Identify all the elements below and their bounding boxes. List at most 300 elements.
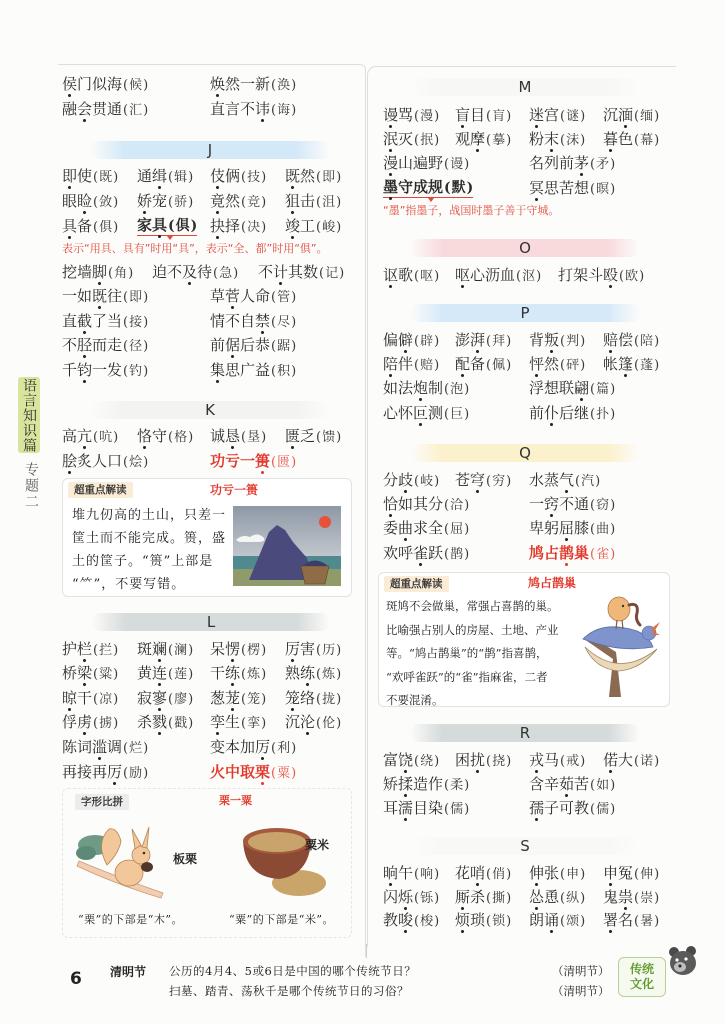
word-row [383, 328, 673, 352]
emphasized-char: 扰 [470, 751, 486, 769]
emphasized-char: 诵 [544, 911, 560, 929]
confusable-char: ( 伦 ) [315, 716, 341, 731]
word-entry [258, 260, 344, 287]
emphasized-char: 怂 [529, 887, 545, 906]
text-line: 不要混淆。 [386, 693, 444, 707]
word-row [383, 862, 673, 886]
word-entry [558, 263, 644, 289]
emphasized-char: 恪 [137, 426, 153, 445]
emphasized-char: 仆 [544, 403, 560, 422]
word-text: 浮想联 [529, 379, 575, 398]
confusable-char: ( 汇 ) [122, 103, 148, 118]
word-entry [285, 189, 341, 215]
word-row [383, 909, 673, 933]
confusable-char: ( 如 ) [589, 778, 615, 793]
emphasized-char: 屈 [559, 519, 575, 538]
confusable-char: ( 烂 ) [122, 741, 148, 756]
confusable-char: ( 暝 ) [589, 182, 615, 197]
word-entry [455, 103, 511, 129]
confusable-char: ( 蓬 ) [633, 358, 659, 373]
emphasized-char: 翩 [574, 379, 590, 398]
confusable-char: ( 技 ) [240, 170, 266, 185]
word-entry [455, 352, 511, 378]
word-entry [137, 661, 193, 688]
emphasized-char: 练 [225, 664, 241, 683]
confusable-char: ( 默 ) [443, 180, 473, 196]
word-text: 击 [300, 191, 316, 210]
word-entry [529, 909, 585, 934]
confusable-char: ( 谜 ) [559, 109, 585, 124]
word-entry [603, 103, 659, 129]
confusable-char: ( 径 ) [122, 339, 148, 354]
word-entry [62, 358, 148, 385]
word-text: 苦 [574, 775, 590, 793]
word-row [62, 260, 362, 285]
confusable-char: ( 拜 ) [485, 334, 511, 349]
confusable-char: ( 儒 ) [443, 802, 469, 817]
section-header-k [90, 401, 330, 419]
glyph-compare-tag: 字形比拼 [75, 794, 129, 810]
word-text: 巢 [574, 543, 590, 562]
confusable-char: ( 摹 ) [485, 133, 511, 148]
confusable-char: ( 伸 ) [633, 867, 659, 882]
word-row [383, 151, 673, 175]
chestnut-label: 板栗 [173, 852, 198, 866]
word-text: 直言不 [210, 99, 256, 118]
word-list-r [383, 748, 673, 820]
word-entry [529, 541, 615, 567]
word-entry [383, 376, 469, 402]
word-text: 备 [470, 355, 486, 374]
emphasized-char: 伸 [529, 864, 545, 882]
confusable-char: ( 雀 ) [589, 547, 615, 562]
emphasized-char: 鹊 [559, 543, 575, 562]
side-section-label: 语言知识篇 [21, 377, 37, 453]
word-text: 子可教 [544, 799, 590, 817]
emphasized-char: 竣 [285, 216, 301, 235]
confusable-char: ( 洽 ) [443, 498, 469, 513]
word-list-p [383, 328, 673, 425]
section-letter: M [518, 78, 532, 96]
word-text: 打架斗 [558, 266, 604, 284]
confusable-char: ( 竞 ) [240, 195, 266, 210]
confusable-char: ( 炼 ) [315, 667, 341, 682]
word-entry [62, 661, 118, 688]
word-entry [210, 661, 266, 688]
word-entry [210, 424, 266, 450]
word-list-o [383, 263, 673, 287]
confusable-char: ( 巨 ) [443, 407, 469, 422]
word-entry [603, 862, 659, 887]
emphasized-char: 焕 [210, 74, 226, 93]
confusable-char: ( 辑 ) [167, 170, 193, 185]
word-entry [285, 424, 341, 450]
text-line: “欢呼雀跃”的“雀”指麻雀，二者 [386, 669, 548, 684]
word-text: 制 [428, 379, 444, 398]
word-text: 融 [62, 99, 78, 118]
word-entry [603, 909, 659, 934]
confusable-char: ( 申 ) [559, 867, 585, 882]
emphasized-char: 既 [92, 287, 108, 306]
confusable-char: ( 拦 ) [92, 643, 118, 658]
emphasized-char: 陪 [383, 355, 399, 374]
confusable-char: ( 粟 ) [270, 766, 296, 781]
word-entry [455, 263, 541, 289]
word-text: 名列前 [529, 154, 575, 173]
word-text: 杀 [470, 887, 486, 906]
word-entry [529, 127, 585, 153]
word-text: 含辛 [529, 775, 560, 793]
emphasized-char: 曲 [398, 519, 414, 538]
confusable-char: ( 欧 ) [618, 269, 644, 284]
word-text: 后继 [559, 403, 590, 422]
word-text: 干 [210, 664, 226, 683]
word-entry [62, 97, 148, 123]
emphasized-char: 厉 [285, 639, 301, 658]
confusable-char: ( 漫 ) [413, 109, 439, 124]
confusable-char: ( 俱 ) [92, 220, 118, 235]
emphasized-char: 暮 [603, 130, 619, 149]
word-list-j [62, 164, 362, 239]
word-text: 不通 [559, 495, 590, 514]
word-row [62, 214, 362, 239]
word-text: 俘 [62, 713, 78, 732]
word-text: 家 [137, 216, 153, 234]
word-list-s [383, 862, 673, 933]
emphasized-char: 厉 [107, 762, 123, 781]
emphasized-char: 揉 [398, 775, 414, 793]
word-text: 富 [383, 751, 399, 769]
word-text: 沉 [285, 713, 301, 732]
word-entry [455, 328, 511, 354]
emphasized-char: 泯 [383, 130, 399, 149]
confusable-char: ( 岐 ) [413, 474, 439, 489]
confusable-char: ( 既 ) [92, 170, 118, 185]
word-entry [62, 164, 118, 190]
word-text: 再接再 [62, 762, 108, 781]
word-entry [529, 492, 615, 518]
emphasized-char: 狙 [285, 191, 301, 210]
key-explanation-tag: 超重点解读 [68, 482, 133, 498]
confusable-char: ( 吭 ) [92, 430, 118, 445]
word-entry [210, 309, 296, 336]
confusable-char: ( 馈 ) [315, 430, 341, 445]
emphasized-char: 怦 [529, 355, 545, 374]
bowl-of-millet [239, 819, 330, 899]
word-entry [383, 179, 473, 198]
word-row [383, 796, 673, 820]
side-topic-label: 专题二 [23, 462, 39, 510]
emphasized-char: 湎 [618, 105, 634, 124]
emphasized-char: 僻 [398, 330, 414, 349]
word-text: 心沥血 [470, 266, 516, 284]
word-entry [383, 151, 469, 177]
confusable-char: ( 诺 ) [633, 754, 659, 769]
emphasized-char: 赔 [603, 330, 619, 349]
word-entry [383, 468, 439, 494]
confusable-char: ( 廖 ) [167, 692, 193, 707]
confusable-char: ( 扑 ) [589, 407, 615, 422]
word-text: 思广益 [225, 360, 271, 379]
word-text: 歌 [398, 266, 414, 284]
confusable-char: ( 钓 ) [122, 364, 148, 379]
section-letter: S [520, 837, 530, 855]
emphasized-char: 茹 [559, 775, 575, 793]
confusable-char: ( 汽 ) [574, 474, 600, 489]
word-text: 然 [544, 355, 560, 374]
word-entry [62, 333, 148, 360]
word-entry [383, 796, 469, 822]
word-text: 通 [137, 166, 153, 185]
mountain-basket-illustration [233, 506, 341, 586]
word-row [383, 176, 673, 200]
word-entry [152, 260, 238, 287]
confusable-char: ( 骄 ) [167, 195, 193, 210]
word-text: 而走 [92, 336, 123, 355]
emphasized-char: 脚 [92, 262, 108, 281]
word-text: 迫不 [152, 262, 183, 281]
emphasized-char: 禁 [255, 311, 271, 330]
word-text: 人命 [240, 287, 271, 306]
word-text: 鬼 [603, 887, 619, 906]
confusable-char: ( 暑 ) [633, 914, 659, 929]
word-entry [603, 748, 659, 774]
word-text: 备 [77, 216, 93, 235]
word-row [62, 72, 362, 97]
word-row [383, 401, 673, 425]
word-entry [455, 468, 511, 494]
word-entry [455, 748, 511, 774]
word-text: 目染 [413, 799, 444, 817]
confusable-char: ( 篇 ) [589, 382, 615, 397]
confusable-char: ( 挠 ) [485, 754, 511, 769]
section-letter: K [205, 401, 215, 419]
confusable-char: ( 佩 ) [485, 358, 511, 373]
confusable-char: ( 戒 ) [559, 754, 585, 769]
emphasized-char: 篷 [618, 355, 634, 374]
word-entry [137, 637, 193, 664]
word-entry [529, 862, 585, 887]
section-header-p [410, 304, 640, 322]
word-text: 偏 [383, 330, 399, 349]
word-row [62, 735, 362, 760]
word-row [62, 686, 362, 711]
word-text: 草 [210, 287, 226, 306]
word-text: 桥 [62, 664, 78, 683]
word-text: 后恭 [240, 336, 271, 355]
emphasized-char: 胫 [77, 336, 93, 355]
word-text: 思苦想 [544, 178, 590, 197]
emphasized-char: 茏 [225, 688, 241, 707]
word-text: 马 [544, 751, 560, 769]
confusable-char: ( 澜 ) [167, 643, 193, 658]
confusable-char: ( 尽 ) [270, 315, 296, 330]
box-title: 功亏一篑 [210, 483, 259, 497]
word-text: 了当 [92, 311, 123, 330]
confusable-char: ( 窃 ) [589, 498, 615, 513]
word-text: 守 [152, 426, 168, 445]
word-text: 然 [300, 166, 316, 185]
word-row [383, 748, 673, 772]
emphasized-char: 倨 [225, 336, 241, 355]
confusable-char: ( 记 ) [318, 266, 344, 281]
word-row [62, 333, 362, 358]
text-line: 土的筐子。“篑”上部是 [72, 554, 214, 569]
word-entry [603, 328, 659, 354]
word-entry [529, 376, 615, 402]
confusable-char: ( 俱 ) [167, 218, 197, 234]
section-header-r [410, 724, 640, 742]
emphasized-char: 滥 [92, 738, 108, 757]
emphasized-char: 讴 [383, 266, 399, 284]
section-letter: Q [519, 444, 531, 462]
section-header-o [410, 239, 640, 257]
word-list-l [62, 637, 362, 785]
glyph-compare-box [62, 788, 352, 938]
emphasized-char: 愣 [225, 639, 241, 658]
word-entry [210, 637, 266, 664]
confusable-char: ( 呕 ) [413, 269, 439, 284]
confusable-char: ( 沮 ) [315, 195, 341, 210]
confusable-char: ( 峻 ) [315, 220, 341, 235]
emphasized-char: 孪 [210, 713, 226, 732]
word-text: 花 [455, 864, 471, 882]
word-text: 伴 [398, 355, 414, 374]
section-letter: R [519, 724, 531, 742]
word-entry [529, 886, 585, 911]
emphasized-char: 既 [285, 166, 301, 185]
word-entry [529, 176, 615, 202]
word-text: 一如 [62, 287, 93, 306]
word-text: 心怀 [383, 403, 414, 422]
word-text: 朗 [529, 911, 545, 929]
word-entry [529, 151, 615, 177]
confusable-char: ( 积 ) [270, 364, 296, 379]
confusable-char: ( 矛 ) [589, 157, 615, 172]
emphasized-char: 濡 [398, 799, 414, 817]
word-entry [210, 710, 266, 737]
emphasized-char: 晌 [383, 864, 399, 882]
word-entry [62, 214, 118, 240]
confusable-char: ( 笼 ) [240, 692, 266, 707]
confusable-char: ( 赔 ) [413, 358, 439, 373]
word-entry [210, 284, 296, 311]
festival-question: 公历的4月4、5或6日是中国的哪个传统节日？ [169, 964, 417, 978]
emphasized-char: 戎 [529, 751, 545, 769]
word-entry [210, 760, 296, 787]
word-row [62, 164, 362, 189]
emphasized-char: 具 [152, 216, 168, 234]
emphasized-char: 具 [62, 216, 78, 235]
word-entry [285, 214, 341, 240]
emphasized-char: 娇 [137, 191, 153, 210]
word-text: 情不自 [210, 311, 256, 330]
emphasized-char: 歧 [398, 470, 414, 489]
word-entry [62, 424, 118, 450]
word-text: 乏 [300, 426, 316, 445]
emphasized-char: 申 [603, 864, 619, 882]
confusable-char: ( 格 ) [167, 430, 193, 445]
confusable-char: ( 管 ) [270, 290, 296, 305]
emphasized-char: 及 [182, 262, 198, 281]
word-entry [285, 710, 341, 737]
confusable-char: ( 烩 ) [122, 455, 148, 470]
emphasized-char: 末 [544, 130, 560, 149]
confusable-char: ( 即 ) [122, 290, 148, 305]
word-entry [383, 886, 439, 911]
festival-answer: （清明节） [552, 984, 610, 998]
confusable-char: ( 铄 ) [413, 891, 439, 906]
text-line: 斑鸠不会做巢，常强占喜鹊的巢。 [386, 599, 559, 613]
section-letter: L [206, 613, 216, 631]
bear-mascot-icon [664, 944, 700, 980]
badge-line: 传统 [629, 962, 654, 976]
page-number: 6 [70, 969, 82, 989]
emphasized-char: 唆 [398, 911, 414, 929]
word-entry [62, 637, 118, 664]
confusable-char: ( 掳 ) [92, 716, 118, 731]
word-entry [285, 661, 341, 688]
word-row [62, 661, 362, 686]
word-entry [383, 352, 439, 378]
confusable-char: ( 俏 ) [485, 867, 511, 882]
confusable-char: ( 抿 ) [413, 133, 439, 148]
confusable-char: ( 炼 ) [240, 667, 266, 682]
word-entry [62, 449, 148, 475]
emphasized-char: 连 [152, 664, 168, 683]
emphasized-char: 即 [62, 166, 78, 185]
confusable-char: ( 颂 ) [559, 914, 585, 929]
word-text: 葱 [210, 688, 226, 707]
confusable-char: ( 莲 ) [167, 667, 193, 682]
badge-line: 文化 [629, 977, 654, 991]
word-text: 不 [258, 262, 274, 281]
word-text: 色 [618, 130, 634, 149]
emphasized-char: 迷 [529, 105, 545, 124]
word-text: 往 [107, 287, 123, 306]
emphasized-char: 脍 [62, 451, 78, 470]
word-text: 粉 [529, 130, 545, 149]
word-text: 欢呼 [383, 543, 414, 562]
word-entry [210, 189, 266, 215]
confusable-char: ( 绕 ) [413, 754, 439, 769]
word-entry [383, 772, 469, 798]
emphasized-char: 菅 [225, 287, 241, 306]
word-text: 然 [225, 191, 241, 210]
section-header-s [410, 837, 640, 855]
word-entry [383, 909, 439, 934]
confusable-char: ( 泡 ) [443, 382, 469, 397]
word-text: 造作 [413, 775, 444, 793]
word-text: 琐 [470, 911, 486, 929]
emphasized-char: 冥 [529, 178, 545, 197]
word-entry [285, 637, 341, 664]
word-text: 诚 [210, 426, 226, 445]
column-divider [366, 944, 367, 958]
emphasized-char: 缉 [152, 166, 168, 185]
emphasized-char: 配 [455, 355, 471, 374]
word-entry [62, 284, 148, 311]
word-text: 大 [618, 751, 634, 769]
word-entry [529, 516, 615, 542]
word-entry [137, 424, 193, 450]
confusable-char: ( 幕 ) [633, 133, 659, 148]
word-entry [210, 97, 296, 123]
word-text: 如法 [383, 379, 414, 398]
emphasized-char: 竟 [210, 191, 226, 210]
word-entry [62, 72, 148, 98]
usage-note-mo: “墨”指墨子，战国时墨子善于守城。 [383, 204, 560, 217]
